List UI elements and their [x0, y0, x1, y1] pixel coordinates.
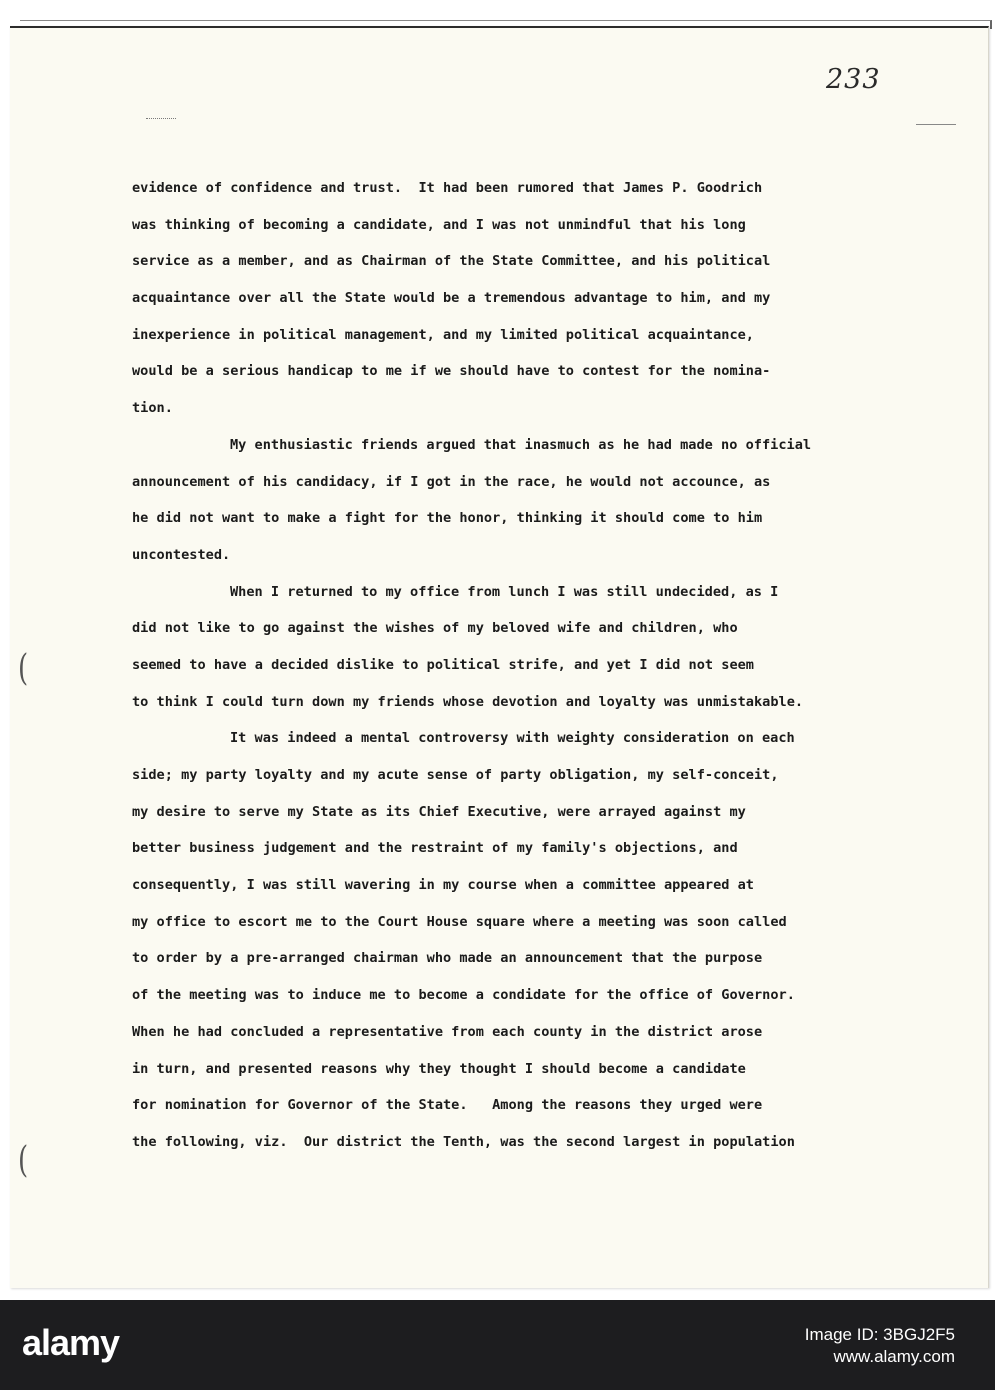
text-line: in turn, and presented reasons why they thought I should become a candidate [132, 1060, 746, 1077]
stock-image-id: Image ID: 3BGJ2F5 [804, 1325, 955, 1344]
text-line: side; my party loyalty and my acute sense of party obligation, my self-conceit, [132, 767, 779, 783]
text-line: uncontested. [132, 546, 231, 563]
stock-footer-bar [0, 1300, 995, 1390]
text-line: to think I could turn down my friends whose devotion and loyalty was unmistakable. [132, 693, 804, 710]
text-line: my office to escort me to the Court House square where a meeting was soon called [132, 913, 787, 930]
text-line: did not like to go against the wishes of my beloved wife and children, who [132, 620, 738, 637]
text-line: service as a member, and as Chairman of the State Committee, and his political [132, 253, 771, 270]
text-line: the following, viz. Our district the Tenth, was the second largest in population [132, 1133, 795, 1150]
handwritten-page-number: 233 [826, 64, 881, 95]
faint-mark-right [916, 124, 956, 125]
binder-hole-mark-upper: ( [18, 648, 29, 690]
stock-site-url: www.alamy.com [833, 1347, 955, 1366]
text-line: tion. [132, 400, 173, 417]
text-line: When he had concluded a representative from each county in the district arose [132, 1023, 763, 1040]
text-line: It was indeed a mental controversy with weighty consideration on each [230, 730, 795, 747]
text-line: evidence of confidence and trust. It had been rumored that James P. Goodrich [132, 180, 763, 196]
text-line: would be a serious handicap to me if we should have to contest for the nomina- [132, 363, 771, 380]
text-line: inexperience in political management, and my limited political acquaintance, [132, 326, 754, 343]
typed-body-text [132, 170, 932, 1161]
text-line: better business judgement and the restraint of my family's objections, and [132, 840, 738, 857]
text-line: acquaintance over all the State would be a tremendous advantage to him, and my [132, 290, 771, 307]
alamy-logo: alamy [22, 1322, 120, 1363]
text-line: announcement of his candidacy, if I got in the race, he would not accounce, as [132, 473, 771, 490]
text-line: he did not want to make a fight for the honor, thinking it should come to him [132, 510, 763, 527]
text-line: seemed to have a decided dislike to political strife, and yet I did not seem [132, 656, 754, 673]
text-line: consequently, I was still wavering in my course when a committee appeared at [132, 877, 754, 894]
text-line: to order by a pre-arranged chairman who made an announcement that the purpose [132, 950, 763, 967]
text-line: was thinking of becoming a candidate, and I was not unmindful that his long [132, 216, 746, 233]
faint-mark-left [146, 118, 176, 120]
text-line: of the meeting was to induce me to become a condidate for the office of Governor. [132, 987, 795, 1004]
text-line: My enthusiastic friends argued that inasmuch as he had made no official [230, 436, 812, 453]
text-line: for nomination for Governor of the State. Among the reasons they urged were [132, 1097, 763, 1114]
stock-image-info [805, 1324, 955, 1368]
text-line: my desire to serve my State as its Chief Executive, were arrayed against my [132, 803, 746, 820]
text-line: When I returned to my office from lunch I was still undecided, as I [230, 583, 779, 600]
binder-hole-mark-lower: ( [18, 1140, 29, 1182]
